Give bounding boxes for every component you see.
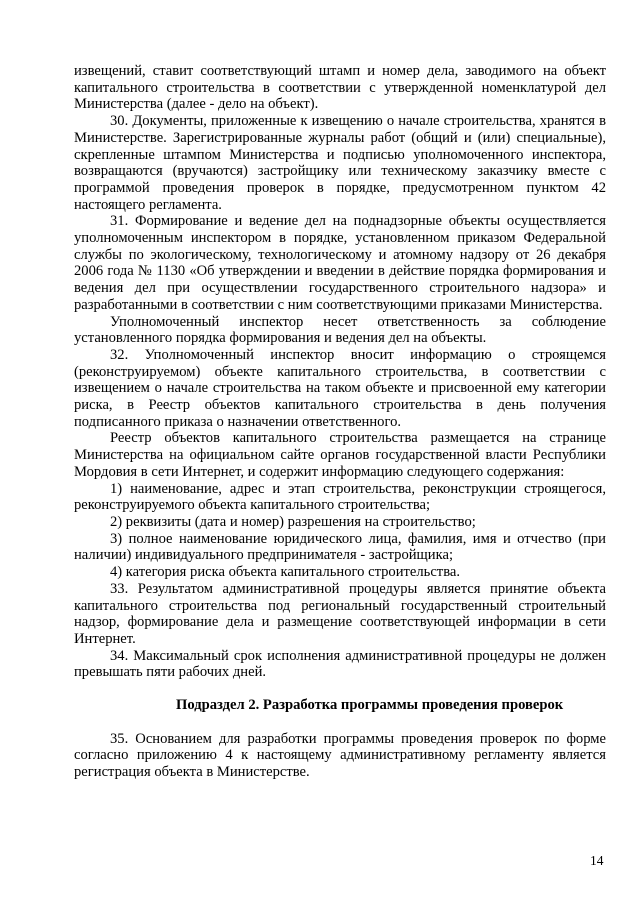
list-item-2: 2) реквизиты (дата и номер) разрешения на строительство; bbox=[110, 513, 476, 530]
paragraph-33: 33. Результатом административной процедуры является принятие объекта капитального строительства под региональный государственный строительный надзор, формирование дела и размещение соответствующей информации в сети Интернет. bbox=[74, 580, 606, 647]
paragraph-30: 30. Документы, приложенные к извещению о начале строительства, хранятся в Министерстве. Зарегистрированные журналы работ (общий и (или) специальные), скрепленные штампом Министерства и подписью уполномоченного инспектора, возвращаются (вручаются) застройщику или техническому заказчику вместе с программой проведения проверок в порядке, предусмотренном пунктом 42 настоящего регламента. bbox=[74, 113, 606, 213]
paragraph-35: 35. Основанием для разработки программы проведения проверок по форме согласно приложению 4 к настоящему административному регламенту является регистрация объекта в Министерстве. bbox=[74, 730, 606, 781]
list-item-3: 3) полное наименование юридического лица, фамилия, имя и отчество (при наличии) индивидуального предпринимателя - застройщика; bbox=[74, 530, 606, 564]
page-number: 14 bbox=[590, 853, 604, 868]
list-item-1: 1) наименование, адрес и этап строительства, реконструкции строящегося, реконструируемого объекта капитального строительства; bbox=[74, 480, 606, 514]
paragraph-31: 31. Формирование и ведение дел на поднадзорные объекты осуществляется уполномоченным инспектором в порядке, установленном приказом Федеральной службы по экологическому, технологическому и атомному надзору от 26 декабря 2006 года № 1130 «Об утверждении и введении в действие порядка формирования и ведения дел при осуществлении государственного строительного надзора» и разработанными в соответствии с ним соответствующими приказами Министерства. bbox=[74, 213, 606, 313]
paragraph-registry: Реестр объектов капитального строительства размещается на странице Министерства на официальном сайте органов государственной власти Республики Мордовия в сети Интернет, и содержит информацию следующего содержания: bbox=[74, 430, 606, 480]
paragraph-34: 34. Максимальный срок исполнения административной процедуры не должен превышать пяти рабочих дней. bbox=[74, 647, 606, 681]
subsection-heading: Подраздел 2. Разработка программы проведения проверок bbox=[176, 697, 564, 714]
paragraph-responsibility: Уполномоченный инспектор несет ответственность за соблюдение установленного порядка формирования и ведения дел на объекты. bbox=[74, 313, 606, 347]
document-page bbox=[74, 63, 606, 781]
paragraph-continuation: извещений, ставит соответствующий штамп и номер дела, заводимого на объект капитального строительства в соответствии с утвержденной номенклатурой дел Министерства (далее - дело на объект). bbox=[74, 63, 606, 113]
list-item-4: 4) категория риска объекта капитального строительства. bbox=[110, 564, 461, 581]
paragraph-32: 32. Уполномоченный инспектор вносит информацию о строящемся (реконструируемом) объекте капитального строительства, в соответствии с извещением о начале строительства на таком объекте и присвоенной ему категории риска, в Реестр объектов капитального строительства в день получения подписанного приказа о назначении ответственного. bbox=[74, 346, 606, 430]
